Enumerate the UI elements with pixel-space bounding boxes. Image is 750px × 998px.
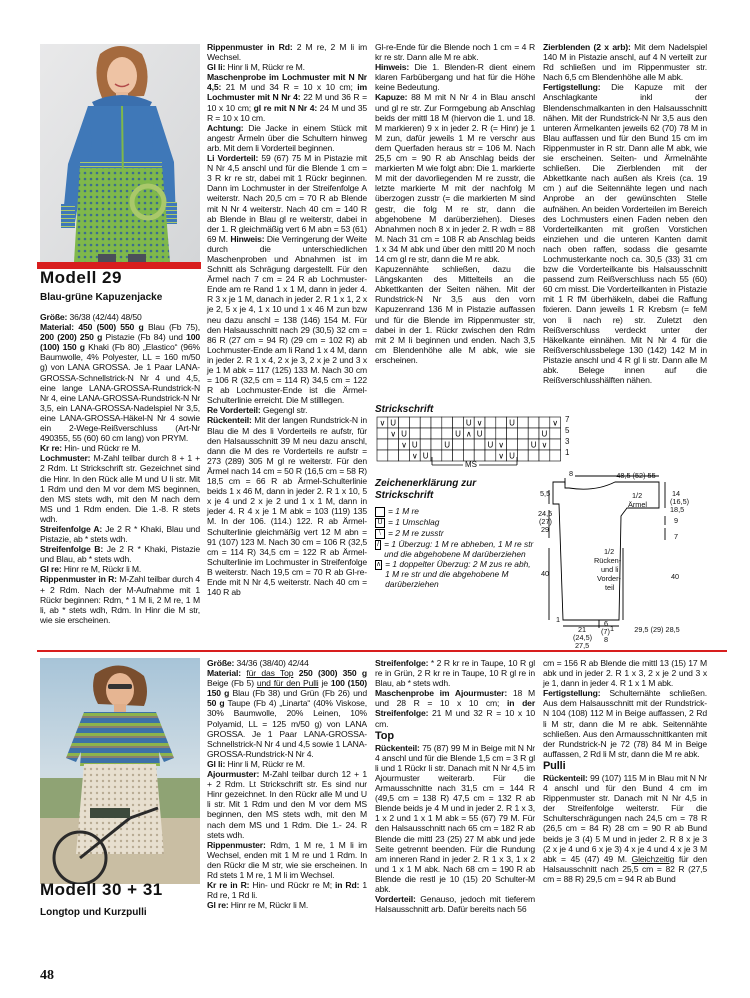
chart-cell-symbol: ∨ (541, 440, 548, 450)
chart-cell-symbol: U (487, 440, 494, 450)
chart-cell (517, 439, 528, 450)
legend-item: / = 1 Überzug: 1 M re abheben, 1 M re str und die abgehobene M darüberziehen (375, 539, 535, 559)
legend (375, 506, 535, 589)
model29-title: Modell 29 (40, 268, 122, 287)
chart-cell (442, 428, 453, 439)
chart-cell-symbol: ∧ (465, 429, 472, 439)
model29-subtitle: Blau-grüne Kapuzenjacke (40, 292, 163, 303)
paragraph: Maschenprobe im Ajourmuster: 18 M und 28 R = 10 x 10 cm; in der Streifenfolge: 21 M und 32 R = 10 x 10 cm. (375, 688, 536, 729)
paragraph: Streifenfolge A: Je 2 R * Khaki, Blau und Pistazie, ab * stets wdh. (40, 523, 201, 545)
chart-cell (409, 417, 420, 428)
paragraph: Vorderteil: Genauso, jedoch mit tieferem Halsausschnitt arb. Dafür bereits nach 56 (375, 894, 535, 915)
legend-item: ⧵ = 2 M re zusstr (375, 528, 535, 539)
schnitt-left-40: 40 (541, 569, 550, 578)
schnitt-bottom-1: 1 (610, 624, 615, 633)
chart-cell (463, 439, 474, 450)
chart-cell (420, 439, 431, 450)
schnitt-bottom-8: 8 (604, 635, 609, 644)
paragraph: Streifenfolge B: Je 2 R * Khaki, Pistazie und Blau, ab * stets wdh. (40, 544, 200, 565)
paragraph: Rückenteil: Mit der langen Rundstrick-N in Blau die M des li Vorderteils re aufstr, für den Halsausschnitt 39 M neu dazu anschl, dann die M des re Vorderteils re aufstr = 273 (289) 305 M gl re weiterstr. Für den Ärmel nach 14 cm = 50 R (16,5 cm = 58 R) 18,5 cm = 66 R ab Ärmel-Schulterlinie beids 1 x 46 M, dann in jeder 2. R 1 x 10, 5 x je 4 und 2 x je 2 und 1 x 1 M, dann in jeder 4. R 4 x je 1 M abk = 103 (119) 135 M. In der 106. (114.) 122. R ab Ärmel-Schulterlinie gleichmäßig vert 12 M abn = 91 (107) 123 M. Nach 30 cm = 106 R (32,5 cm = 114 R) 34,5 cm = 122 R ab Ärmel-Schulterlinie im Lochmuster in Streifenfolge B weiterstr. Nach 19,5 cm = 70 R ab Gl-re-Ende mit N Nr 4,5 weiterstr. Nach 40 cm = 140 R ab (207, 415, 367, 598)
model30-subtitle: Longtop und Kurzpulli (40, 907, 147, 918)
schnitt-diagram (535, 470, 725, 645)
legend-item: U = 1 Umschlag (375, 517, 535, 528)
chart-cell-symbol: U (455, 429, 461, 439)
model30-column-3 (375, 658, 535, 914)
chart-cell-symbol: U (465, 418, 472, 428)
chart-cell-symbol: U (401, 429, 407, 439)
chart-cell (528, 450, 539, 461)
paragraph: Zierblenden (2 x arb): Mit dem Nadelspiel 140 M in Pistazie anschl, auf 4 N verteilt zur Rd schließen und im Rippenmuster str. Nach 6,5 cm Blendenhöhe alle M abk. (543, 42, 707, 83)
schnitt-right-7: 7 (674, 532, 679, 541)
chart-cell (528, 428, 539, 439)
chart-cell (453, 450, 464, 461)
chart-cell (550, 428, 561, 439)
symbol-knit-icon (375, 507, 385, 517)
chart-cell (507, 428, 518, 439)
chart-cell-symbol: U (444, 440, 451, 450)
schnitt-bottom-27-5: 27,5 (575, 641, 590, 650)
paragraph: Gl-re-Ende für die Blende noch 1 cm = 4 R kr re str. Dann alle M re abk. (375, 42, 535, 63)
model29-column-3 (375, 42, 535, 365)
paragraph: Kr re in R: Hin- und Rückr re M; in Rd: 1 Rd re, 1 Rd li. (207, 880, 367, 901)
chart-cell-symbol: ∨ (401, 440, 407, 450)
schnitt-body-label-1: Rücken- (594, 556, 622, 565)
paragraph: cm = 156 R ab Blende die mittl 13 (15) 17 M abk und in jeder 2. R 1 x 3, 2 x je 2 und 3 x je 1, dann in jeder 4. R 1 x 1 M abk. (543, 658, 707, 689)
paragraph: Kr re: Hin- und Rückr re M. (40, 443, 141, 454)
model29-photo-illustration (40, 44, 200, 262)
symbol-yarn-over-icon: U (375, 518, 385, 528)
chart-cell (431, 439, 442, 450)
paragraph: Größe: 34/36 (38/40) 42/44 (207, 658, 309, 668)
chart-cell (442, 450, 453, 461)
chart-cell (442, 417, 453, 428)
schnitt-body-label-3: Vorder- (597, 574, 621, 583)
chart-cell-symbol: U (411, 440, 418, 450)
paragraph: Rückenteil: 99 (107) 115 M in Blau mit N Nr 4 anschl und für den Bund 4 cm im Rippenmuster str. Danach mit N Nr 4,5 in der Streifenfolge weiterstr. Für die Schulterschrägungen nach 24,5 cm = 78 R (26,5 cm = 84 R) 28 cm = 90 R ab Bund beids je 3 (4) 5 M und in jeder 2. R 8 x je 3 (2 x je 4 und 6 x je 3) 4 x je 4 und 4 x je 3 M abk = 45 (47) 49 M. Gleichzeitig für den Halsausschnitt nach 25,5 cm = 82 R (27,5 cm = 88 R) 29,5 cm = 94 R ab Bund (543, 772, 707, 884)
symbol-ssk-icon: / (375, 540, 381, 550)
chart-cell (377, 428, 388, 439)
chart-cell (485, 428, 496, 439)
schnitt-right-14: 14 (672, 489, 681, 498)
model30-photo (40, 658, 200, 884)
paragraph: Ajourmuster: M-Zahl teilbar durch 12 + 1 + 2 Rdm. Lt Strickschrift str. Es sind nur Hinr gezeichnet. In den Rückr alle M und U li str. Mit 1 Rdm und den M vor dem MS beginnen, den MS stets wdh, mit den M nach dem MS und 1 Rdm. Die 1.- 24. R stets wdh. (207, 769, 367, 840)
paragraph: Fertigstellung: Die Kapuze mit der Anschlagkante inkl der Blendenschmalkanten in den Halsausschnitt nähen. Mit der Rundstrick-N Nr 3,5 aus den unteren Ärmelkanten jeweils 62 (70) 78 M in Blau auffassen und für den Bund 15 cm im Rippenmuster in R str. Dann alle M abk, wie sie erscheinen. Seiten- und Ärmelnähte schließen. Die Zierblenden mit der Abkettkante nach außen als Kreis (ca. 19 cm ) auf die Seitennähte legen und nach Anprobe an der gewünschten Stelle aufnähen. An beiden Vorderteilen im Bereich des Lochmusters einen Faden neben den Vorderteilkanten mit großen Vorstichen einziehen und die unteren Kanten damit nach oben raffen, sodass die gesamte Lochmusterkante noch ca. 30,5 (33) 31 cm bzw die Vorderteilkante bis Halsausschnitt passend zum Reißverschluss nach 55 (60) 60 cm misst. Die Vorderteilkanten in Pistazie mit 1 R fM überhäkeln, dabei die Raffung fixieren. Dann jeweils 1 R Krebsm (= feM von li nach re) str. Zuletzt den Reißverschluss verdeckt unter der Häkelkante einnähen. Mit N Nr 4 für die Reißverschlussbelege 130 (142) 142 M in Pistazie anschl und 4 R gl li str. Dann alle M abk. Belege innen auf die Reißverschlusshälften nähen. (543, 82, 707, 386)
schnitt-body-half: 1/2 (604, 547, 615, 556)
chart-cell (420, 428, 431, 439)
schnitt-body-label-4: teil (605, 583, 615, 592)
chart-cell-symbol: ∨ (476, 418, 483, 428)
paragraph: Rippenmuster: Rdm, 1 M re, 1 M li im Wechsel, enden mit 1 M re und 1 Rdm. In den Rückr die M str, wie sie erscheinen. In Rd stets 1 M re, 1 M li im Wechsel. (207, 839, 367, 880)
chart-cell (431, 417, 442, 428)
chart-cell (453, 439, 464, 450)
schnitt-right-18-5: 18,5 (670, 505, 685, 514)
chart-cell (539, 450, 550, 461)
schnitt-right-16-5: (16,5) (670, 497, 690, 506)
legend-item: = 1 M re (375, 506, 535, 517)
schnitt-bottom-24-5: (24,5) (573, 633, 593, 642)
strickschrift-row-3: 3 (565, 437, 570, 446)
chart-cell (550, 450, 561, 461)
paragraph: Hinweis: Die 1. Blenden-R dient einem klaren Farbübergang und hat für die Höhe keine Bedeutung. (375, 62, 535, 93)
paragraph: Material: für das Top 250 (300) 350 g Beige (Fb 5) und für den Pulli je 100 (150) 150 g Blau (Fb 38) und Grün (Fb 26) und 50 g Taupe (Fb 4) „Linarta“ (40% Viskose, 30% Baumwolle, 20% Leinen, 10% Polyamid, LL = 125 m/50 g) von LANA GROSSA. Je 1 Paar LANA-GROSSA-Schnellstrick-N Nr 4 und 4,5 sowie 1 LANA-GROSSA-Rundstrick-N Nr 4. (207, 668, 367, 759)
paragraph: Rippenmuster in Rd: 2 M re, 2 M li im Wechsel. (207, 42, 367, 63)
schnitt-left-5-5: 5,5 (540, 489, 551, 498)
chart-cell (399, 417, 410, 428)
chart-cell (399, 450, 410, 461)
chart-cell-symbol: U (509, 418, 515, 428)
chart-cell (528, 417, 539, 428)
chart-cell (517, 417, 528, 428)
chart-cell (388, 439, 399, 450)
schnitt-top-left: 8 (569, 469, 574, 478)
section-heading: Top (375, 729, 394, 742)
schnitt-small-1: 1 (556, 615, 561, 624)
paragraph: Streifenfolge: * 2 R kr re in Taupe, 10 R gl re in Grün, 2 R kr re in Taupe, 10 R gl re in Blau, ab * stets wdh. (375, 658, 535, 689)
chart-cell-symbol: ∨ (498, 440, 505, 450)
symbol-k2tog-icon: ⧵ (375, 529, 385, 539)
paragraph: Gl re: Hinr re M, Rückr li M. (207, 900, 309, 911)
schnitt-armel-label: Ärmel (628, 500, 648, 509)
model29-photo (40, 44, 200, 262)
schnitt-top-width: 48,5 (52) 55 (616, 471, 656, 480)
chart-cell (409, 428, 420, 439)
paragraph: Rückenteil: 75 (87) 99 M in Beige mit N Nr 4 anschl und für die Blende 1,5 cm = 3 R gl li und 1 Rückr li str. Danach mit N Nr 4,5 im Ajourmuster weiterarb. Für die Armausschnitte nach 31,5 cm = 144 R (49,5 cm = 138 R) 47,5 cm = 132 R ab Blende beids je 4 M und in jeder 2. R 1 x 3, 1 x 2 und 1 x 1 M abk = 55 (67) 79 M. Für den Halsausschnitt nach 65 cm = 182 R ab Blende die mittl 23 (25) 27 M abk und jede Seite getrennt beenden. Für die Rundung am inneren Rand in jeder 2. R 1 x 3, 1 x 2 und 1 x 1 M abk. Nach 68 cm = 190 R ab Blende die restl je 10 (15) 20 Schulter-M abk. (375, 742, 535, 894)
paragraph: Achtung: Die Jacke in einem Stück mit angestr Ärmeln über die Schultern hinweg arb. Mit dem li Vorderteil beginnen. (207, 122, 367, 153)
chart-cell (377, 450, 388, 461)
strickschrift-row-7: 7 (565, 415, 570, 424)
chart-cell (453, 417, 464, 428)
chart-cell-symbol: U (476, 429, 483, 439)
chart-cell-symbol: U (541, 429, 548, 439)
paragraph: Maschenprobe im Lochmuster mit N Nr 4,5: 21 M und 34 R = 10 x 10 cm; im Lochmuster mit N Nr 4: 22 M und 36 R = 10 x 10 cm; gl re mit N Nr 4: 24 M und 35 R = 10 x 10 cm. (207, 72, 368, 123)
strickschrift-ms-label: MS (465, 460, 477, 469)
paragraph: Material: 450 (500) 550 g Blau (Fb 75), 200 (200) 250 g Pistazie (Fb 84) und 100 (100) 150 g Khaki (Fb 80) „Elastico“ (96% Baumwolle, 4% Polyester, LL = 160 m/50 g) von LANA GROSSA. Je 1 Paar LANA-GROSSA-Schnellstrick-N Nr 4 und 4,5, eine lange LANA-GROSSA-Rundstrick-N Nr 4, eine LANA-GROSSA-Rundstrick-N Nr 3,5, ein LANA-GROSSA-Nadelspiel Nr 3,5, eine LANA-GROSSA-Häkel-N Nr 4 sowie ein 2-Wege-Reißverschluss (Art-Nr 490355, 55 (60) 60 cm lang) von PRYM. (40, 322, 201, 444)
chart-cell (496, 428, 507, 439)
paragraph: Fertigstellung: Schulternähte schließen. Aus dem Halsausschnitt mit der Rundstrick-N 104 (108) 112 M in Beige auffassen, 2 Rd li M str, dann die M re abk. Seitennähte schließen. Aus den Armausschnittkanten mit der Rundstrick-N je 72 (78) 84 M in Beige auffassen, 2 Rd li M str, dann die M re abk. (543, 688, 707, 759)
section-divider (37, 650, 727, 652)
schnitt-left-27: (27) (539, 517, 552, 526)
paragraph: Kapuzennähte schließen, dazu die Längskanten des Mittelteils an die Abkettkanten der Seiten nähen. Mit der Rundstrick-N Nr 3,5 aus den vorn Kapuzenrand 136 M in Pistazie auffassen und für die Blende im Rippenmuster str, dabei in der 1. Rückr zwischen den Rdm mit 2 M li beginnen und enden. Nach 3,5 cm Blendenhöhe alle M abk, wie sie erscheinen. (375, 264, 535, 365)
strickschrift-row-5: 5 (565, 426, 570, 435)
model29-column-2 (207, 42, 367, 597)
model30-column-2 (207, 658, 367, 910)
chart-cell-symbol: U (530, 440, 537, 450)
schnitt-right-40: 40 (671, 572, 680, 581)
paragraph: Lochmuster: M-Zahl teilbar durch 8 + 1 + 2 Rdm. Lt Strickschrift str. Gezeichnet sind die Hinr. In den Rück alle M und U li str. Mit 1 Rdm und den M vor dem MS beginnen, den MS stets wdh, mit den M nach dem MS und 1 Rdm enden. Die 1.-8. R stets wdh. (40, 453, 200, 524)
paragraph: Kapuze: 88 M mit N Nr 4 in Blau anschl und gl re str. Zur Formgebung ab Anschlag beids der mittl 18 M (hiervon die 1. und 18. M markieren) 9 x in jeder 2. R (= Hinr) je 1 M zun, dafür jeweils 1 M re verschr aus dem Querfaden heraus str = 106 M. Nach 25,5 cm = 90 R ab Anschlag beids der markierten M wie folgt abn: Die 1. markierte M mit der davorliegenden M re zusstr, die letzte markierte M mit der nachfolg M überzogen zusstr (= die markierten M sind gestr, die folg M re str, dann die abgehobene M darüberziehen). Dieses Abnahmen noch 8 x in jeder 2. R wdh = 88 M. Nach 31 cm = 108 R ab Anschlag beids 1 x 34 M abk und über den mittl 20 M noch 14 cm gl re str, dann die M re abk. (375, 92, 535, 264)
paragraph: Rippenmuster in R: M-Zahl teilbar durch 4 + 2 Rdm. Nach der M-Aufnahme mit 1 Rückr beginnen: Rdm, * 1 M li, 2 M re, 1 M li, ab * stets wdh, Rdm. In Hinr die M str, wie sie erscheinen. (40, 574, 200, 625)
chart-cell-symbol: ∨ (411, 451, 418, 461)
chart-cell-symbol: U (390, 418, 397, 428)
strickschrift-row-1: 1 (565, 448, 570, 457)
paragraph: Größe: 36/38 (42/44) 48/50 (40, 312, 142, 322)
schnitt-body-label-2: und li (601, 565, 619, 574)
model30-title: Modell 30 + 31 (40, 880, 163, 899)
legend-title: Zeichenerklärung zur Strickschrift (375, 478, 477, 501)
legend-item: ∧ = 1 doppelter Überzug: 2 M zus re abh, 1 M re str und die abgehobene M darüberziehen (376, 559, 531, 589)
chart-cell (496, 417, 507, 428)
chart-cell-symbol: ∨ (552, 418, 559, 428)
model30-column-4 (543, 658, 707, 884)
schnitt-lines (535, 470, 725, 645)
chart-cell (517, 450, 528, 461)
chart-cell (485, 450, 496, 461)
chart-cell (550, 439, 561, 450)
section-heading: Pulli (543, 759, 566, 772)
schnitt-bottom-right: 29,5 (29) 28,5 (634, 625, 680, 634)
schnitt-bottom-7: (7) (601, 627, 610, 636)
chart-cell (431, 428, 442, 439)
model30-photo-illustration (40, 658, 200, 884)
chart-cell (517, 428, 528, 439)
chart-cell (485, 417, 496, 428)
chart-cell (377, 439, 388, 450)
chart-cell (539, 417, 550, 428)
paragraph: Gl re: Hinr re M, Rückr li M. (40, 564, 142, 575)
schnitt-armel-half: 1/2 (632, 491, 643, 500)
chart-cell (474, 439, 485, 450)
paragraph: Gl li: Hinr li M, Rückr re M. (207, 758, 305, 769)
schnitt-right-9: 9 (674, 516, 679, 525)
chart-cell (420, 417, 431, 428)
schnitt-left-29: 29 (541, 525, 550, 534)
chart-cell-symbol: U (509, 451, 515, 461)
chart-cell-symbol: ∨ (379, 418, 386, 428)
chart-cell (431, 450, 442, 461)
paragraph: Gl li: Hinr li M, Rückr re M. (207, 62, 305, 73)
page-number: 48 (40, 968, 54, 983)
schnitt-bottom-6: 6 (604, 619, 609, 628)
paragraph: Re Vorderteil: Gegengl str. (207, 405, 308, 416)
chart-cell (388, 450, 399, 461)
model29-column-1 (40, 312, 200, 625)
strickschrift-title: Strickschrift (375, 404, 434, 415)
model29-column-4 (543, 42, 707, 385)
schnitt-bottom-21: 21 (578, 625, 587, 634)
schnitt-left-24-5: 24,5 (538, 509, 553, 518)
symbol-double-decrease-icon: ∧ (376, 561, 382, 568)
chart-cell-symbol: U (422, 451, 429, 461)
chart-cell-symbol: ∨ (498, 451, 505, 461)
chart-cell-symbol: ∨ (390, 429, 397, 439)
strickschrift-grid (377, 417, 561, 461)
paragraph: Li Vorderteil: 59 (67) 75 M in Pistazie mit N Nr 4,5 anschl und für die Blende 1 cm = 3 R kr re str, dabei mit 1 Rückr beginnen. Dann im Lochmuster in der Streifenfolge A weiterstr. Nach 20,5 cm = 70 R ab Blende mit N Nr 4 weiterstr. Nach 40 cm = 140 R ab Blende in Blau gl re weiterstr, dabei in der 1. R gleichmäßig vert 6 M abn = 53 (61) 69 M. Hinweis: Die Verringerung der Weite durch die unterschiedlichen Maschenproben und Abnahmen ist im Schnitt als Schrägung dargestellt. Für den Ärmel nach 7 cm = 24 R ab Lochmuster-Ende am re Rand 1 x 1 M, dann in jeder 4. R 3 x je 1 M, danach in jeder 2. R 1 x 1, 2 x je 2, 5 x je 4, 1 x 10 und 1 x 46 M zun bzw neu dazu anschl = 138 (146) 154 M. Für den Halsausschnitt nach 29 (30,5) 32 cm = 86 R (27 cm = 94 R) (29 cm = 102 R) ab Lochmuster-Ende am li Rand 1 x 4 M, dann in jeder 2. R 1 x 4, 2 x je 3, 2 x je 2 und 3 x je 1 M abk = 117 (125) 133 M. Nach 30 cm = 106 R (32,5 cm = 114 R) 34,5 cm = 122 R ab Lochmuster-Ende ist die Ärmel-Schulterlinie erreicht. Die M stilllegen. (207, 153, 368, 406)
chart-cell (507, 439, 518, 450)
